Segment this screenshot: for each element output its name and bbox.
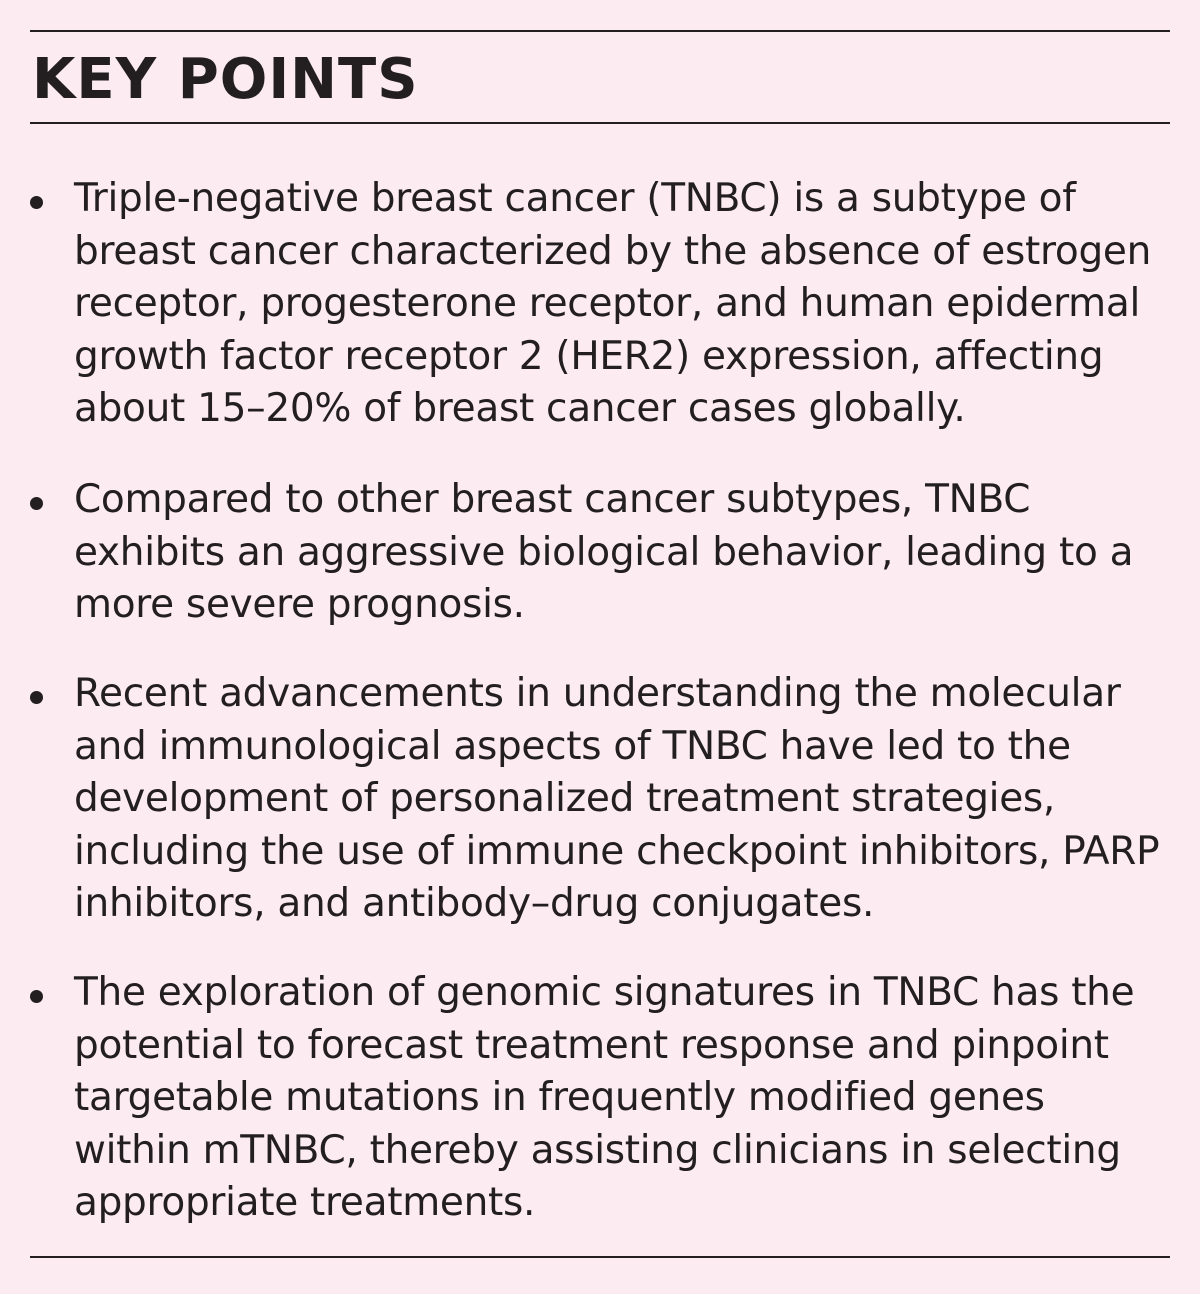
bullet-icon (30, 691, 43, 704)
key-point-item (30, 474, 1170, 632)
bullet-icon (30, 497, 43, 510)
bullet-icon (30, 196, 43, 209)
key-point-item (30, 668, 1170, 931)
heading-divider (30, 122, 1170, 124)
key-point-item (30, 967, 1170, 1230)
key-points-heading: KEY POINTS (32, 47, 419, 112)
key-point-item (30, 173, 1170, 436)
key-point-text: The exploration of genomic signatures in TNBC has the potential to forecast treatment response and pinpoint targetable mutations in frequently modified genes within mTNBC, thereby assisting clinicians in selecting appropriate treatments. (74, 970, 1135, 1225)
bullet-icon (30, 990, 43, 1003)
key-point-text: Triple-negative breast cancer (TNBC) is a subtype of breast cancer characterized by the absence of estrogen receptor, progesterone receptor, and human epidermal growth factor receptor 2 (HER2) expression, affecting about 15–20% of breast cancer cases globally. (74, 176, 1152, 431)
key-point-text: Compared to other breast cancer subtypes, TNBC exhibits an aggressive biological behavior, leading to a more severe prognosis. (74, 477, 1134, 627)
bottom-divider (30, 1256, 1170, 1258)
top-divider (30, 30, 1170, 32)
key-point-text: Recent advancements in understanding the molecular and immunological aspects of TNBC have led to the development of personalized treatment strategies, including the use of immune checkpoint inhibitors, PARP inhibitors, and antibody–drug conjugates. (74, 671, 1160, 926)
